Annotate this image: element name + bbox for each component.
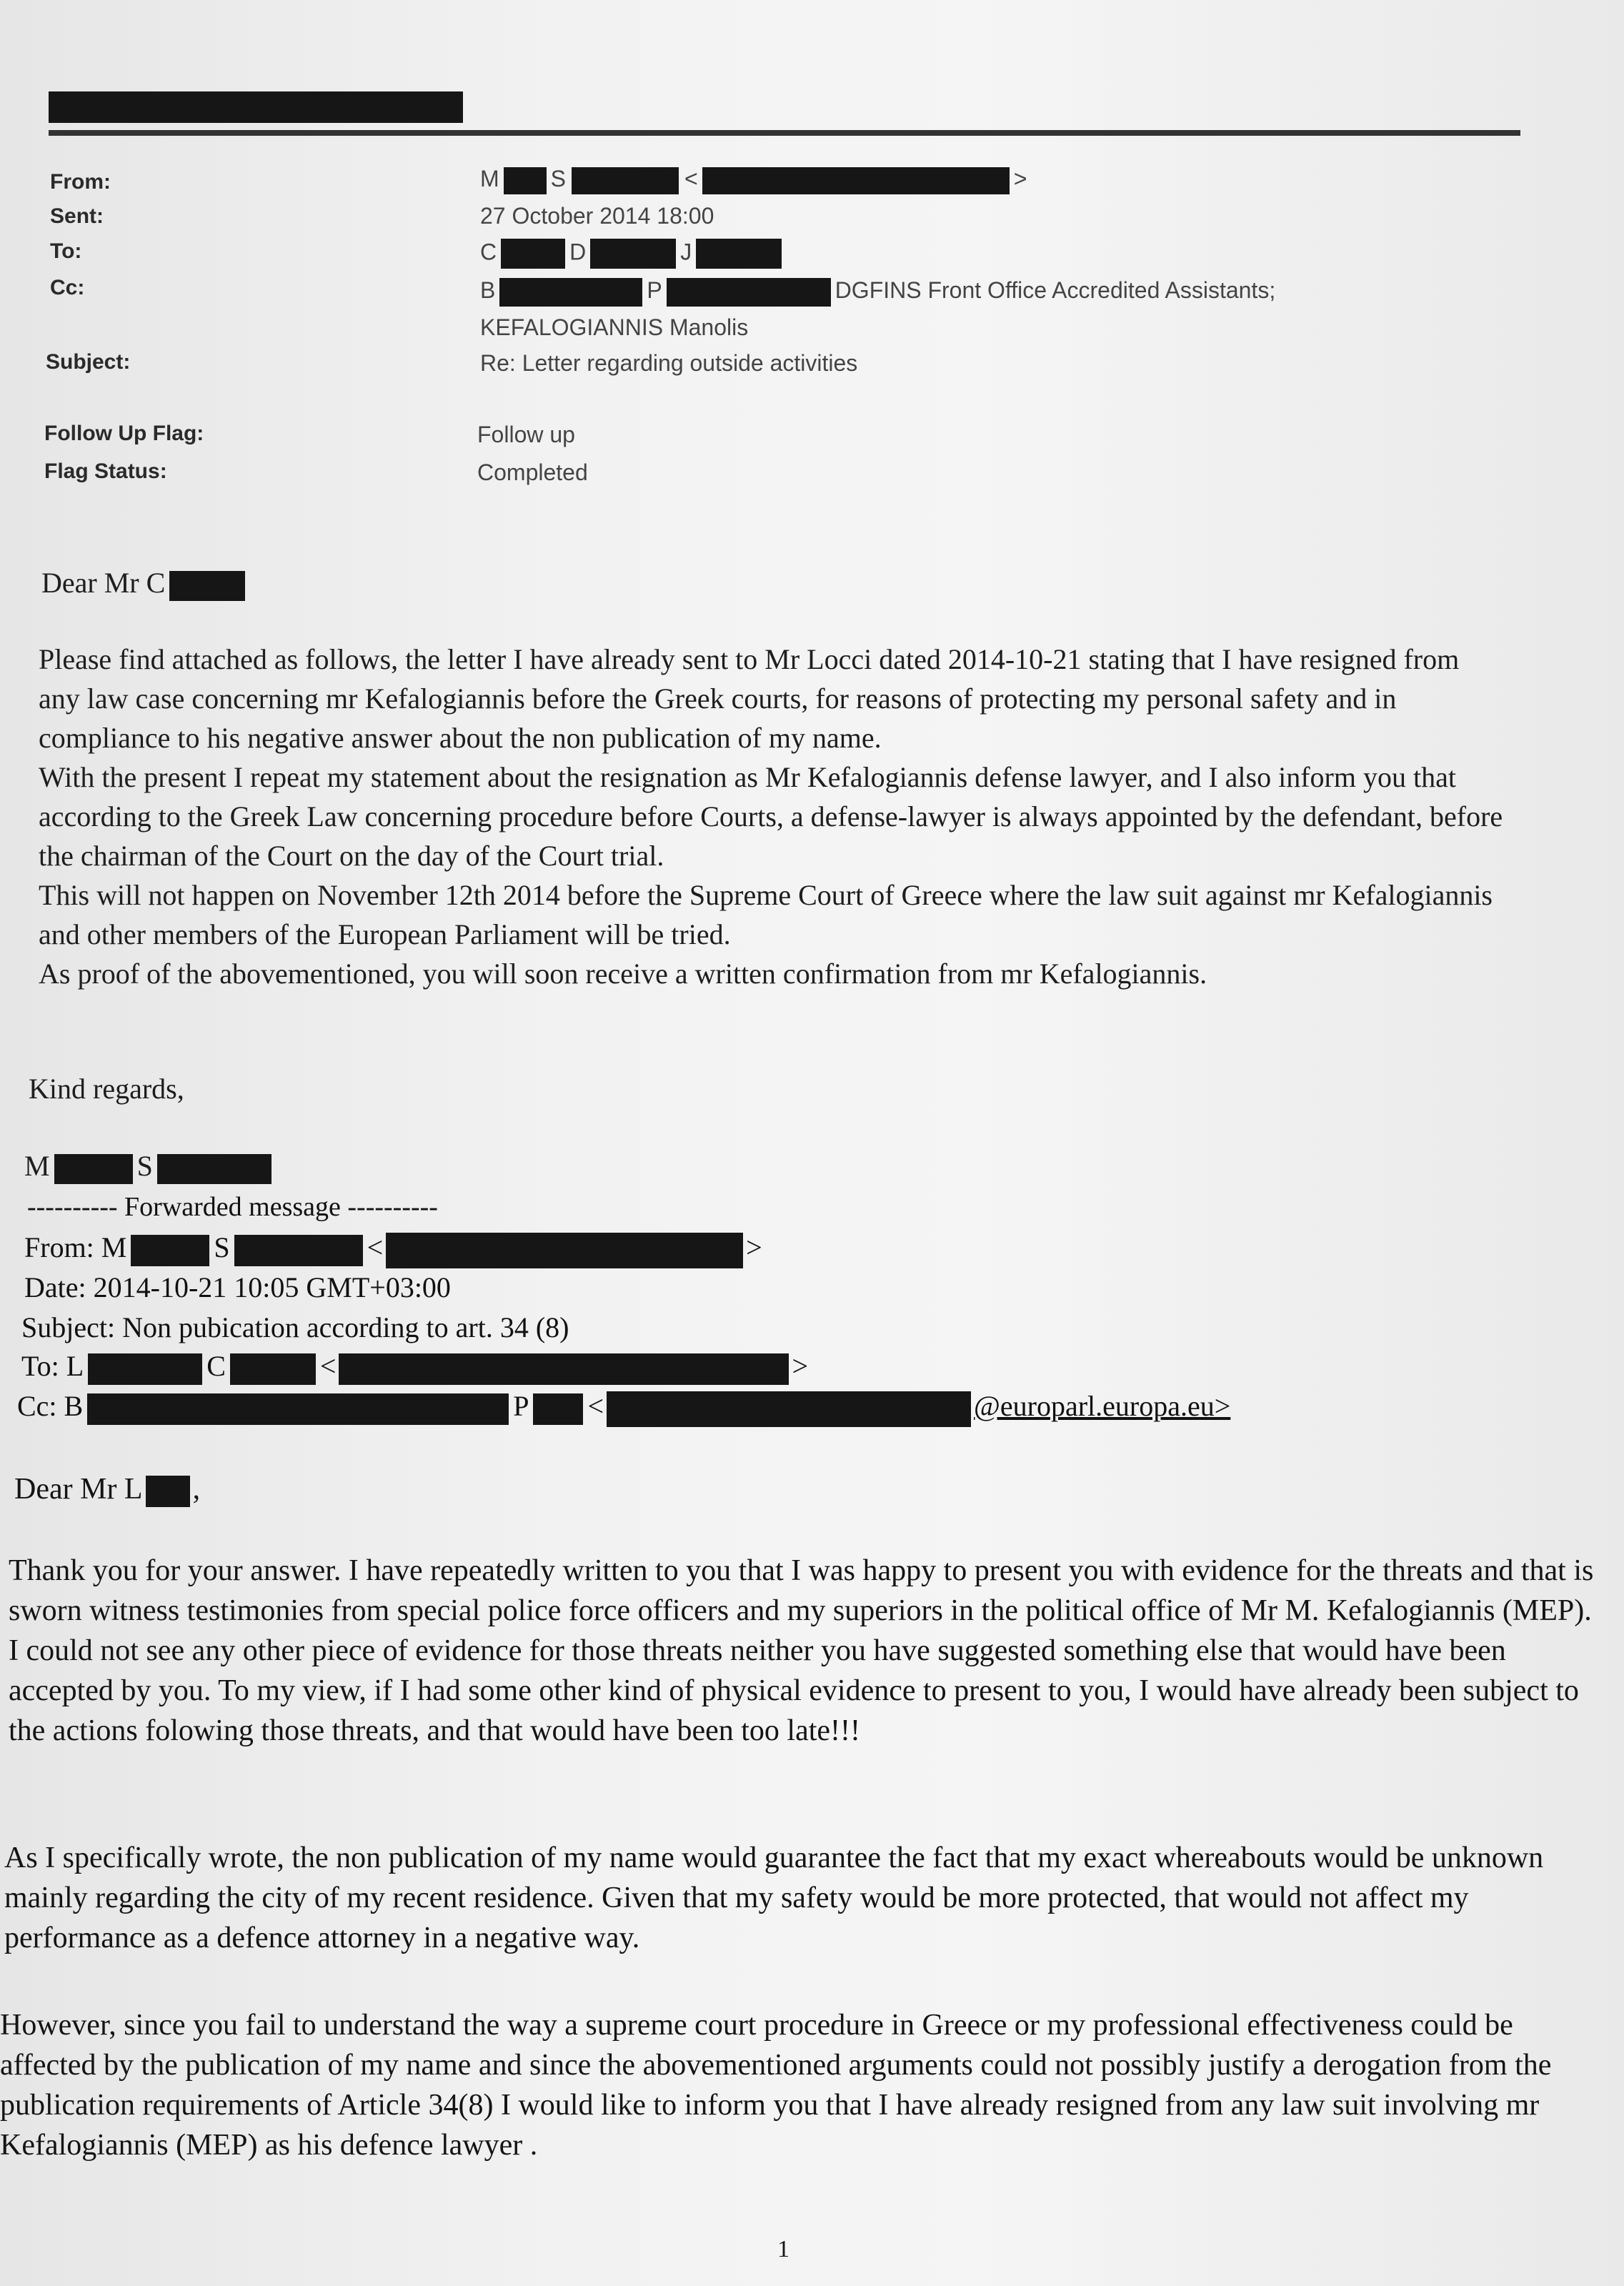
forwarded-date: Date: 2014-10-21 10:05 GMT+03:00 bbox=[24, 1271, 451, 1303]
cc-label: Cc: bbox=[50, 276, 85, 299]
reply-body bbox=[39, 640, 1503, 993]
from-label: From: bbox=[50, 170, 111, 194]
cc-value-continued: KEFALOGIANNIS Manolis bbox=[480, 314, 749, 340]
forwarded-from: From: M S < > bbox=[24, 1228, 762, 1268]
forwarded-to: To: L C < > bbox=[21, 1346, 808, 1386]
forwarded-divider: ---------- Forwarded message ---------- bbox=[27, 1192, 438, 1222]
to-value: C D J bbox=[480, 239, 786, 269]
reply-paragraph-2: With the present I repeat my statement about the resignation as Mr Kefalogiannis defense lawyer, and I also inform you that according to the Greek Law concerning procedure before Courts, a defense-lawyer is always appointed by the defendant, before the chairman of the Court on the day of the Court trial. bbox=[39, 761, 1503, 872]
flag-status-label: Flag Status: bbox=[44, 459, 167, 483]
follow-up-flag-label: Follow Up Flag: bbox=[44, 422, 204, 445]
redacted-heading bbox=[49, 91, 463, 123]
reply-paragraph-1: Please find attached as follows, the letter I have already sent to Mr Locci dated 2014-10-21 stating that I have resigned from any law case concerning mr Kefalogiannis before the Greek courts, for reasons of protecting my personal safety and in compliance to his negative answer about the non publication of my name. bbox=[39, 643, 1460, 754]
forwarded-paragraph-3: However, since you fail to understand the way a supreme court procedure in Greece or my professional effectiveness could be affected by the publication of my name and since the abovementioned arguments could not possibly justify a derogation from the publication requirements of Article 34(8) I would like to inform you that I have already resigned from any law suit involving mr Kefalogiannis (MEP) as his defence lawyer . bbox=[0, 2009, 1552, 2162]
forwarded-cc: Cc: B P < @europarl.europa.eu> bbox=[17, 1386, 1230, 1427]
subject-label: Subject: bbox=[46, 350, 131, 374]
page-number: 1 bbox=[777, 2236, 789, 2262]
forwarded-salutation: Dear Mr L , bbox=[14, 1469, 200, 1509]
sent-label: Sent: bbox=[50, 204, 104, 228]
reply-closing: Kind regards, bbox=[29, 1073, 184, 1105]
header-rule bbox=[49, 130, 1520, 136]
flag-status-value: Completed bbox=[477, 459, 588, 485]
reply-salutation: Dear Mr C bbox=[41, 563, 245, 602]
to-label: To: bbox=[50, 239, 82, 263]
cc-value: B P DGFINS Front Office Accredited Assistants; bbox=[480, 277, 1275, 307]
reply-paragraph-4: As proof of the abovementioned, you will soon receive a written confirmation from mr Kefalogiannis. bbox=[39, 958, 1207, 990]
reply-signature: M S bbox=[24, 1146, 272, 1186]
forwarded-paragraph-1: Thank you for your answer. I have repeatedly written to you that I was happy to present you with evidence for the threats and that is sworn witness testimonies from special police force officers and my superiors in the political office of Mr M. Kefalogiannis (MEP). I could not see any other piece of evidence for those threats neither you have suggested something else that would have been accepted by you. To my view, if I had some other kind of physical evidence to present to you, I would have already been subject to the actions folowing those threats, and that would have been too late!!! bbox=[9, 1554, 1594, 1747]
subject-value: Re: Letter regarding outside activities bbox=[480, 350, 858, 376]
reply-paragraph-3: This will not happen on November 12th 2014 before the Supreme Court of Greece where the law suit against mr Kefalogiannis and other members of the European Parliament will be tried. bbox=[39, 879, 1493, 950]
sent-value: 27 October 2014 18:00 bbox=[480, 203, 714, 229]
forwarded-subject: Subject: Non pubication according to art. 34 (8) bbox=[21, 1311, 569, 1343]
forwarded-paragraph-2: As I specifically wrote, the non publication of my name would guarantee the fact that my exact whereabouts would be unknown mainly regarding the city of my recent residence. Given that my safety would be more protected, that would not affect my performance as a defence attorney in a negative way. bbox=[4, 1842, 1544, 1954]
from-value: M S < > bbox=[480, 166, 1027, 194]
follow-up-flag-value: Follow up bbox=[477, 422, 575, 447]
